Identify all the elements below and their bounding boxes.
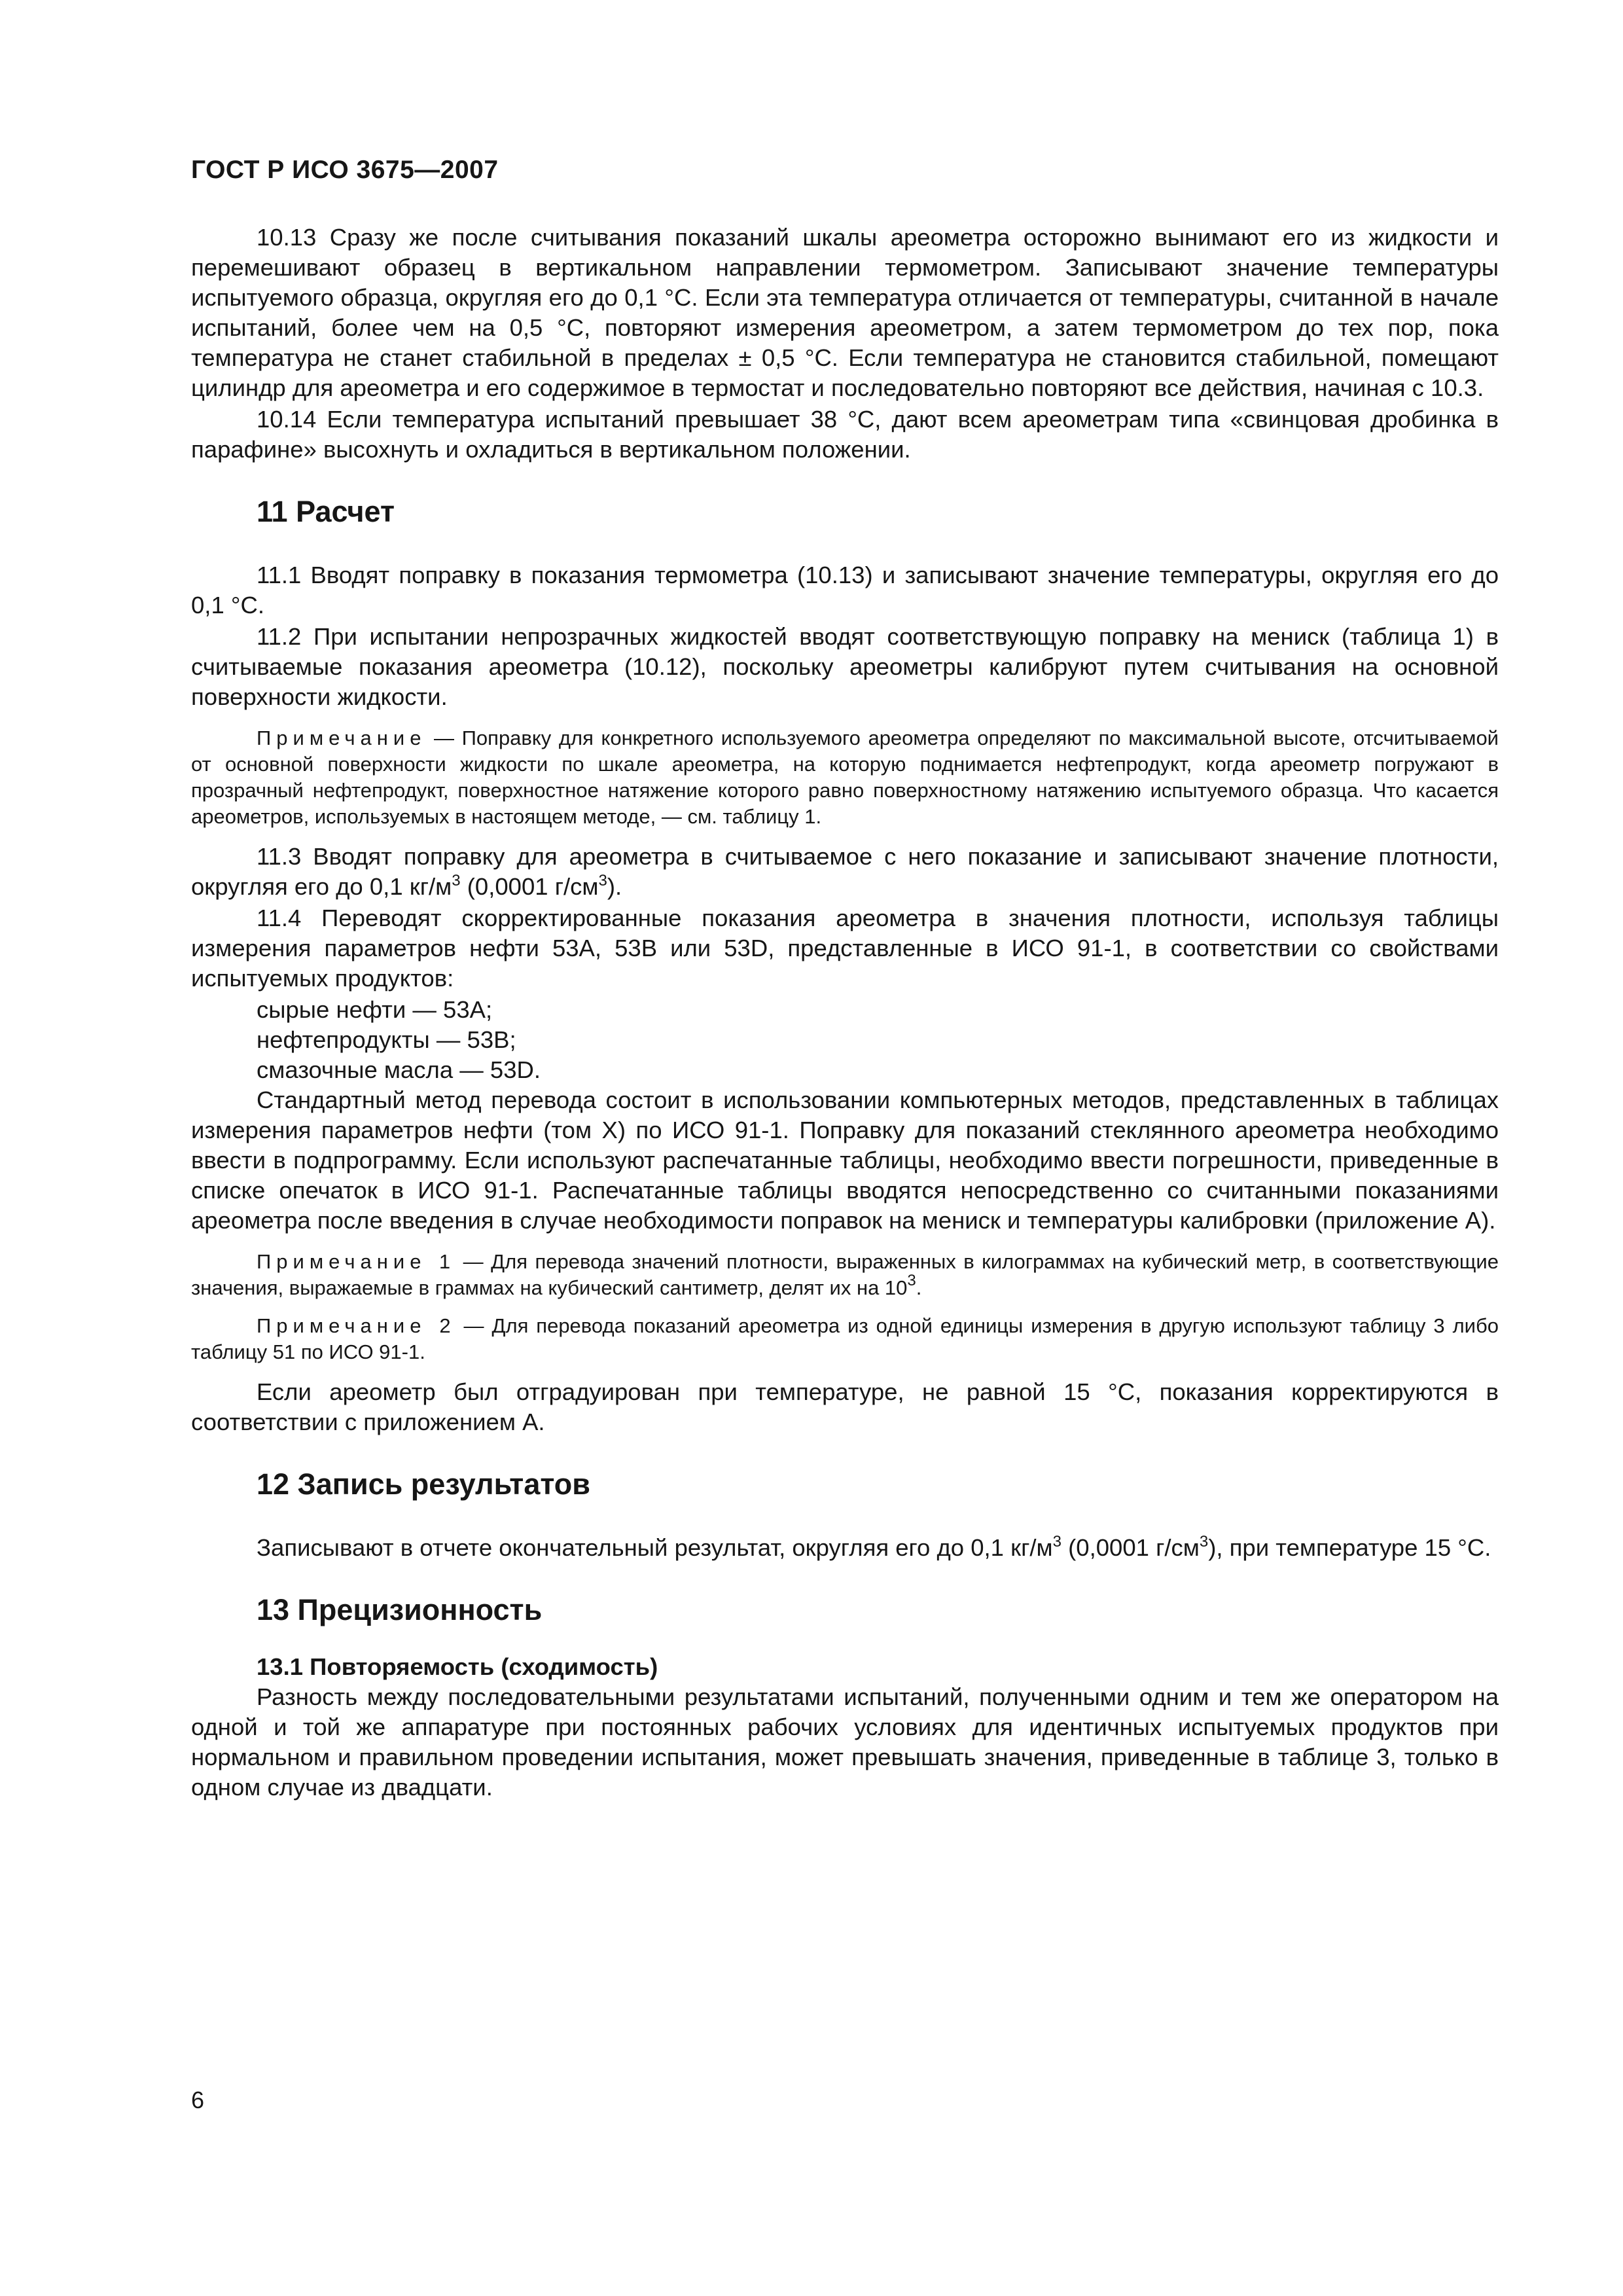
superscript: 3 <box>598 872 607 889</box>
paragraph-13-1: Разность между последовательными результатами испытаний, полученными одним и тем же оператором на одной и той же аппаратуре при постоянных рабочих условиях для идентичных испытуемых продуктов при нормальном и правильном проведении испытания, может превышать значения, приведенные в таблице 3, только в одном случае из двадцати. <box>191 1683 1499 1801</box>
paragraph-11-4-continuation: Стандартный метод перевода состоит в использовании компьютерных методов, представленных в таблицах измерения параметров нефти (том X) по ИСО 91-1. Поправку для показаний стеклянного ареометра необходимо ввести в подпрограмму. Если используют распечатанные таблицы, необходимо ввести погрешности, приведенные в списке опечаток в ИСО 91-1. Распечатанные таблицы вводятся непосредственно со считанными показаниями ареометра после введения в случае необходимости поправок на мениск и температуры калибровки (приложение А). <box>191 1086 1499 1234</box>
list-item: сырые нефти — 53А; <box>257 996 493 1023</box>
note-text: — Для перевода показаний ареометра из одной единицы измерения в другую используют таблицу 3 либо таблицу 51 по ИСО 91-1. <box>191 1314 1499 1363</box>
paragraph-11-3-part-b: (0,0001 г/см <box>460 873 599 900</box>
section-11-heading: 11 Расчет <box>257 495 395 528</box>
note-text-end: . <box>916 1276 922 1299</box>
superscript: 3 <box>452 872 461 889</box>
list-item: нефтепродукты — 53В; <box>257 1026 516 1053</box>
paragraph-10-14: 10.14 Если температура испытаний превышает 38 °С, дают всем ареометрам типа «свинцовая дробинка в парафине» высохнуть и охладиться в вертикальном положении. <box>191 406 1499 463</box>
paragraph-11-2: 11.2 При испытании непрозрачных жидкостей вводят соответствующую поправку на мениск (таблица 1) в считываемые показания ареометра (10.12), поскольку ареометры калибруют путем считывания на основной поверхности жидкости. <box>191 623 1499 710</box>
page-number: 6 <box>191 2087 205 2113</box>
paragraph-10-13: 10.13 Сразу же после считывания показаний шкалы ареометра осторожно вынимают его из жидкости и перемешивают образец в вертикальном направлении термометром. Записывают значение температуры испытуемого образца, округляя его до 0,1 °С. Если эта температура отличается от температуры, считанной в начале испытаний, более чем на 0,5 °С, повторяют измерения ареометром, а затем термометром до тех пор, пока температура не станет стабильной в пределах ± 0,5 °С. Если температура не становится стабильной, помещают цилиндр для ареометра и его содержимое в термостат и последовательно повторяют все действия, начиная с 10.3. <box>191 224 1499 401</box>
superscript: 3 <box>1052 1533 1061 1551</box>
paragraph-12-part-b: (0,0001 г/см <box>1061 1534 1200 1561</box>
superscript: 3 <box>1199 1533 1209 1551</box>
paragraph-11-3-part-a: 11.3 Вводят поправку для ареометра в считываемое с него показание и записывают значение плотности, округляя его до 0,1 кг/м <box>191 843 1499 900</box>
paragraph-11-3-part-c: ). <box>607 873 622 900</box>
page-body <box>191 223 1499 1804</box>
paragraph-12-part-c: ), при температуре 15 °С. <box>1208 1534 1491 1561</box>
note-label: Примечание 2 <box>257 1314 456 1337</box>
paragraph-12-part-a: Записывают в отчете окончательный результат, округляя его до 0,1 кг/м <box>257 1534 1053 1561</box>
list-item: смазочные масла — 53D. <box>257 1056 541 1083</box>
paragraph-11-4: 11.4 Переводят скорректированные показания ареометра в значения плотности, используя таблицы измерения параметров нефти 53А, 53В или 53D, представленные в ИСО 91-1, в соответствии со свойствами испытуемых продуктов: <box>191 905 1499 992</box>
note-text: — Для перевода значений плотности, выраженных в килограммах на кубический метр, в соответствующие значения, выражаемые в граммах на кубический сантиметр, делят их на 10 <box>191 1250 1499 1299</box>
subsection-13-1-heading: 13.1 Повторяемость (сходимость) <box>257 1653 658 1680</box>
note-11-2 <box>191 725 1499 830</box>
section-13-heading: 13 Прецизионность <box>257 1593 543 1626</box>
note-2 <box>191 1313 1499 1365</box>
note-label: Примечание 1 <box>257 1250 456 1273</box>
note-1 <box>191 1249 1499 1301</box>
note-label: Примечание <box>257 726 427 749</box>
note-text: — Поправку для конкретного используемого ареометра определяют по максимальной высоте, отсчитываемой от основной поверхности жидкости по шкале ареометра, на которую поднимается нефтепродукт, когда ареометр погружают в прозрачный нефтепродукт, поверхностное натяжение которого равно поверхностному натяжению испытуемого образца. Что касается ареометров, используемых в настоящем методе, — см. таблицу 1. <box>191 726 1499 828</box>
paragraph-11-3 <box>191 842 1499 902</box>
paragraph-11-end: Если ареометр был отградуирован при температуре, не равной 15 °С, показания корректируются в соответствии с приложением А. <box>191 1378 1499 1435</box>
product-list <box>257 995 1499 1085</box>
document-header: ГОСТ Р ИСО 3675—2007 <box>191 156 499 184</box>
paragraph-11-1: 11.1 Вводят поправку в показания термометра (10.13) и записывают значение температуры, округляя его до 0,1 °С. <box>191 562 1499 619</box>
superscript: 3 <box>907 1272 916 1289</box>
paragraph-12 <box>191 1533 1499 1563</box>
section-12-heading: 12 Запись результатов <box>257 1467 590 1501</box>
